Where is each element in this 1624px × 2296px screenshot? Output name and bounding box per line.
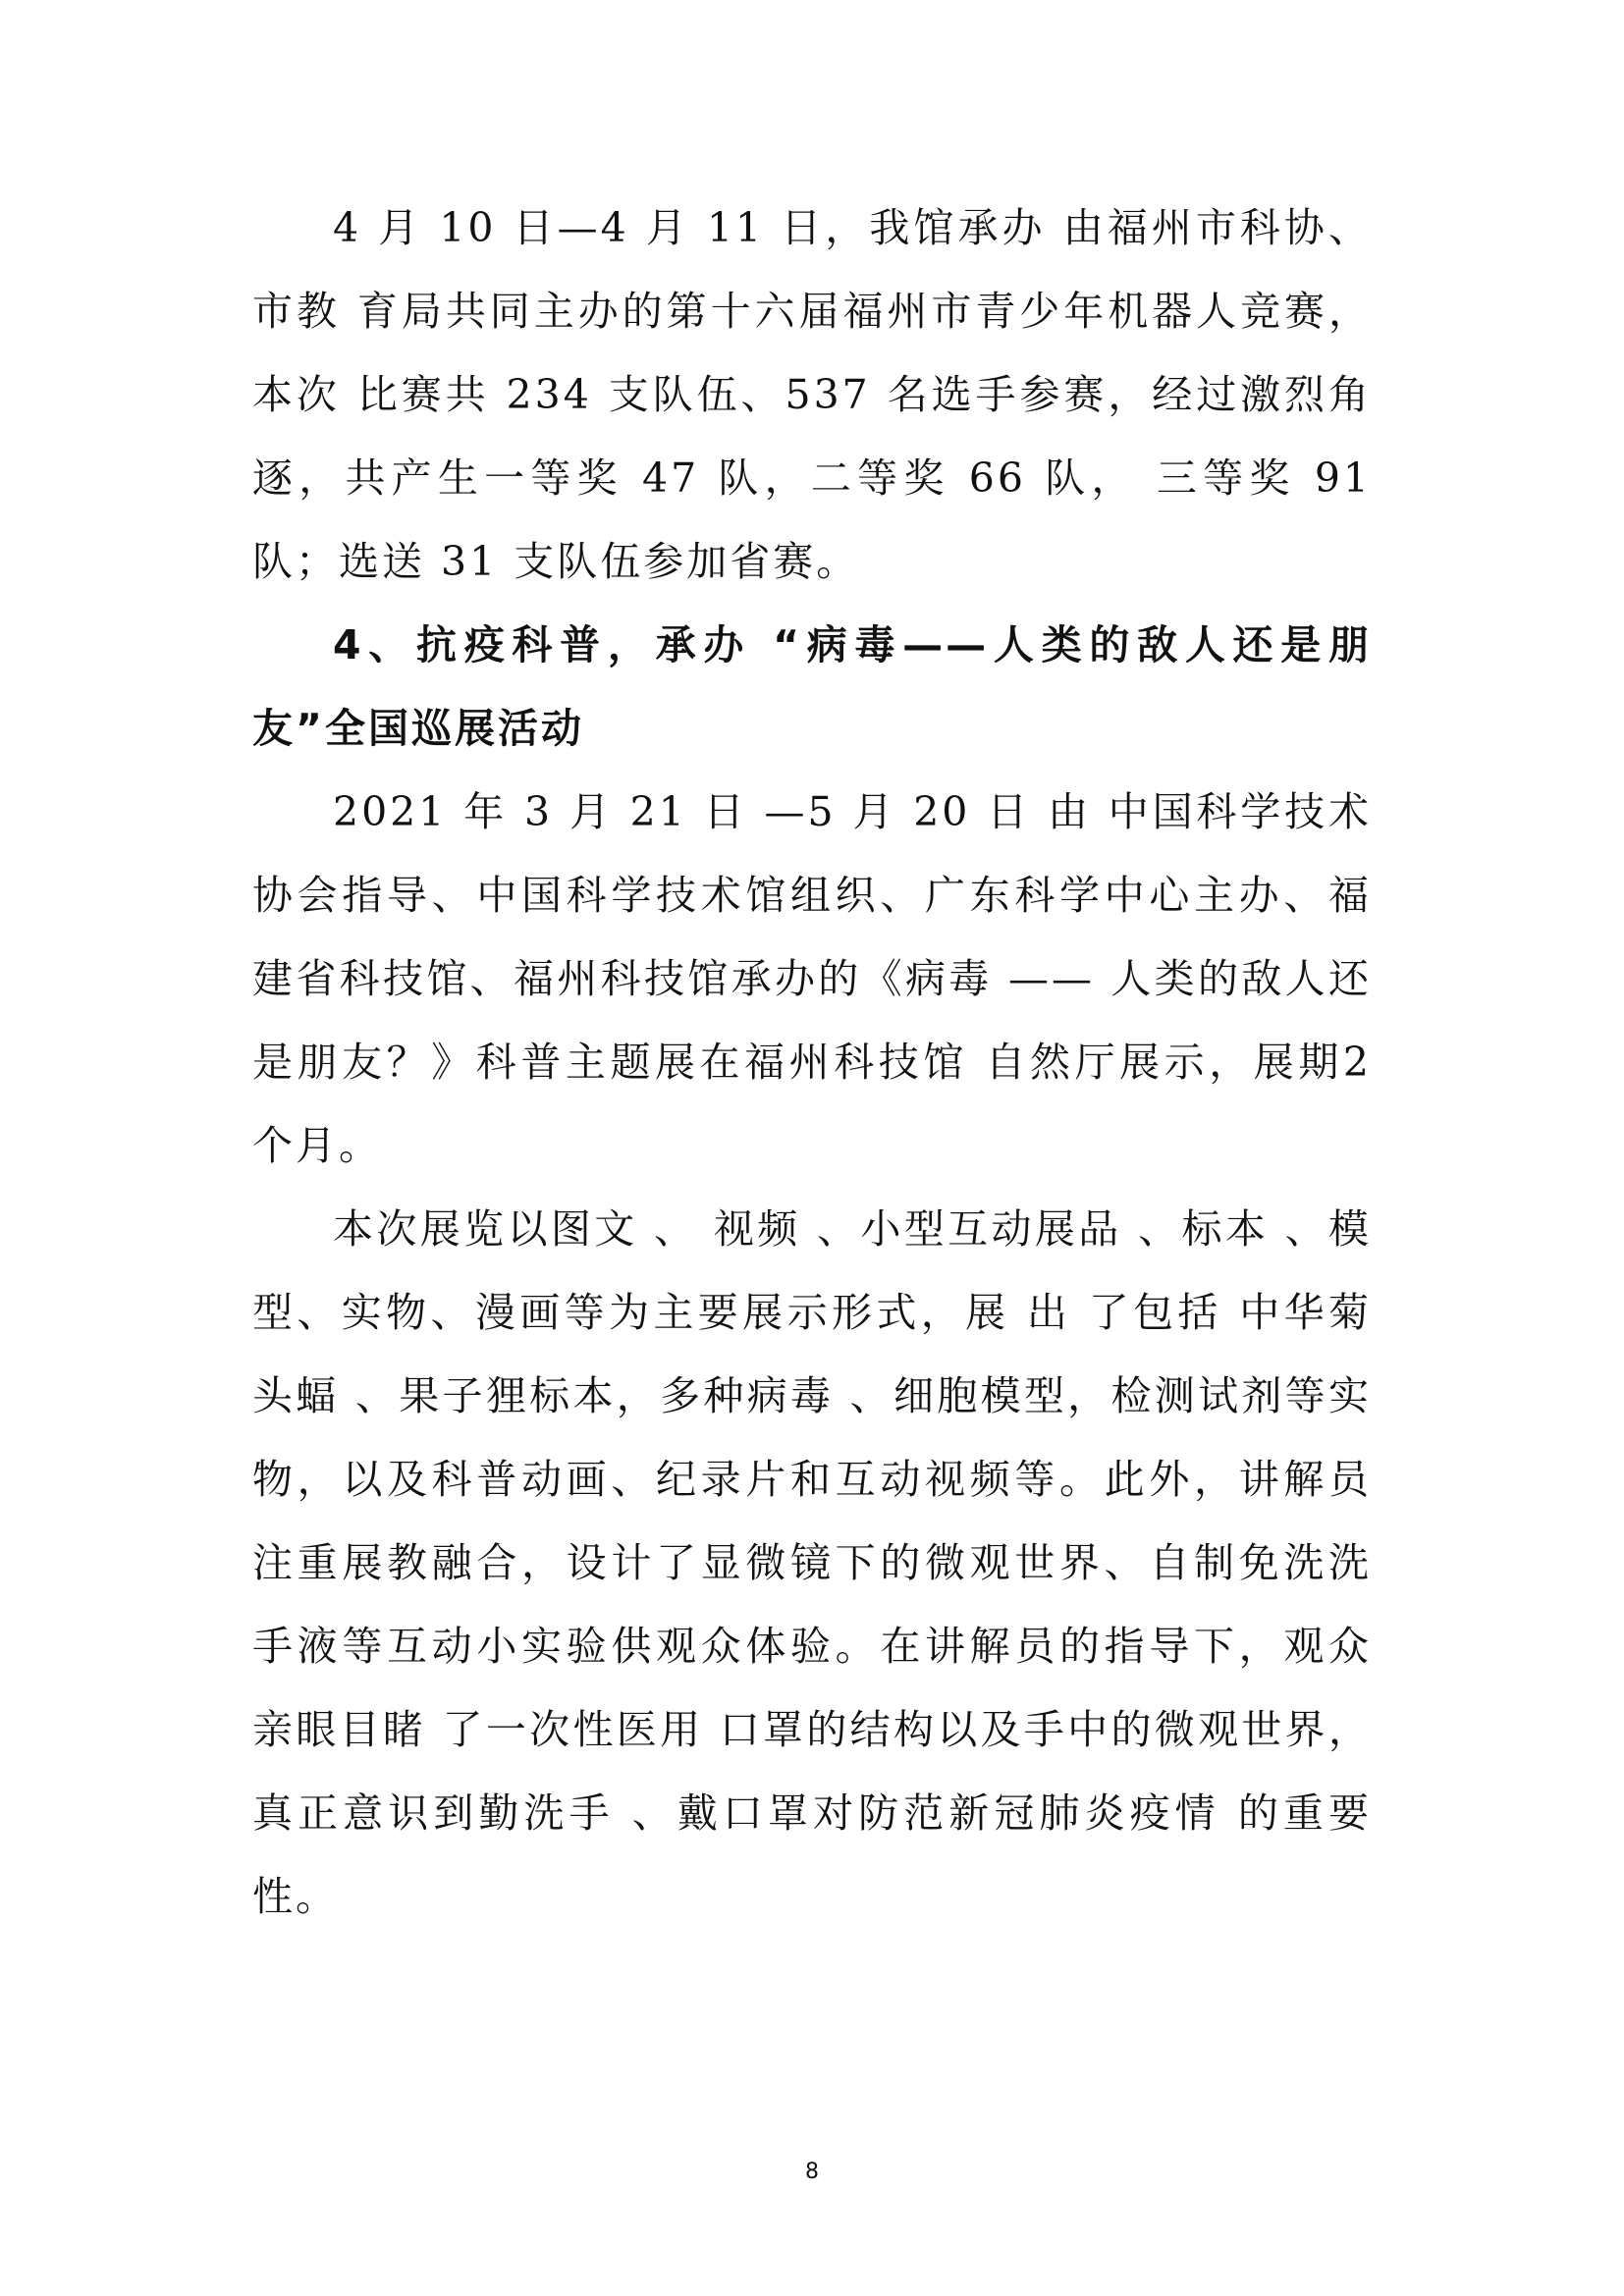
document-body (252, 187, 1372, 1939)
paragraph-robot-competition: 4 月 10 日—4 月 11 日，我馆承办 由福州市科协、市教 育局共同主办的第十六届福州市青少年机器人竞赛，本次 比赛共 234 支队伍、537 名选手参赛，经过激烈角逐，共产生一等奖 47 队，二等奖 66 队， 三等奖 91 队；选送 31 支队伍参加省赛。 (252, 204, 1372, 585)
paragraph-exhibition-dates: 2021 年 3 月 21 日 —5 月 20 日 由 中国科学技术协会指导、中国科学技术馆组织、广东科学中心主办、福建省科技馆、福州科技馆承办的《病毒 —— 人类的敌人还是朋友？》科普主题展在福州科技馆 自然厅展示，展期2个月。 (252, 788, 1372, 1169)
page-number: 8 (805, 2160, 819, 2184)
section-heading-virus-exhibition: 4、抗疫科普，承办 “病毒——人类的敌人还是朋友”全国巡展活动 (252, 621, 1372, 752)
paragraph-exhibition-content: 本次展览以图文 、 视频 、小型互动展品 、标本 、模 型、实物、漫画等为主要展示形式，展 出 了包括 中华菊头蝠 、果子狸标本，多种病毒 、细胞模型，检测试剂等实物，以及科普动画、纪录片和互动视频等。此外，讲解员注重展教融合，设计了显微镜下的微观世界、自制免洗洗手液等互动小实验供观众体验。在讲解员的指导下，观众亲眼目睹 了一次性医用 口罩的结构以及手中的微观世界，真正意识到勤洗手 、戴口罩对防范新冠肺炎疫情 的重要性。 (252, 1205, 1372, 1920)
